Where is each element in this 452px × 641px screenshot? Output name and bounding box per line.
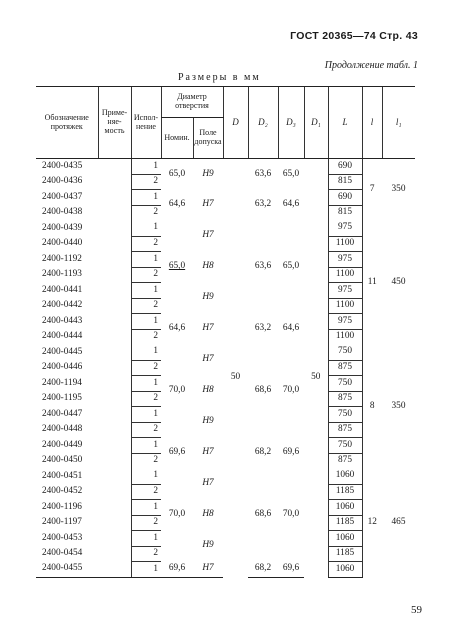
tolerance-cell: H9 <box>202 168 214 179</box>
col-D: D <box>223 87 248 159</box>
D2-cell: 68,2 <box>248 562 278 578</box>
ispolnenie-cell: 2 <box>131 422 161 438</box>
ispolnenie-cell: 2 <box>131 391 161 407</box>
designation-cell: 2400-0444 <box>42 331 83 342</box>
primenyaemost-cell <box>98 314 131 330</box>
designation-cell: 2400-0452 <box>42 486 83 497</box>
col-tolerance: Поле допуска <box>193 118 223 159</box>
L-cell: 1100 <box>328 236 362 252</box>
l-cell: 8 <box>369 400 375 411</box>
designation-cell: 2400-0445 <box>42 346 83 357</box>
l1-cell: 350 <box>391 184 406 195</box>
ispolnenie-cell: 2 <box>131 236 161 252</box>
tolerance-cell: H9 <box>202 292 214 303</box>
nominal-diameter-cell: 69,6 <box>161 562 193 578</box>
D2-cell: 68,6 <box>254 509 272 520</box>
nominal-diameter-cell: 70,0 <box>168 509 186 520</box>
designation-cell: 2400-0439 <box>42 222 83 233</box>
L-cell: 875 <box>328 360 362 376</box>
designation-cell: 2400-0446 <box>42 362 83 373</box>
L-cell: 1185 <box>328 515 362 531</box>
ispolnenie-cell: 2 <box>153 207 158 218</box>
designation-cell: 2400-0438 <box>42 207 83 218</box>
nominal-diameter-cell: 64,6 <box>168 323 186 334</box>
designation-cell: 2400-1194 <box>42 377 82 388</box>
designation-cell: 2400-0440 <box>42 238 83 249</box>
primenyaemost-cell <box>98 546 131 562</box>
L-cell: 1100 <box>328 267 362 283</box>
primenyaemost-cell <box>98 469 131 485</box>
L-cell: 875 <box>328 391 362 407</box>
primenyaemost-cell <box>98 329 131 345</box>
tolerance-cell: H7 <box>202 199 214 210</box>
l-cell: 11 <box>367 276 377 287</box>
col-primenyaemost: Приме-няе-мость <box>98 87 131 159</box>
primenyaemost-cell <box>98 345 131 361</box>
ispolnenie-cell: 2 <box>153 455 158 466</box>
l-cell: 7 <box>369 184 375 195</box>
D3-cell: 69,6 <box>282 447 300 458</box>
L-cell: 1060 <box>328 469 362 485</box>
tolerance-cell: H7 <box>202 230 214 241</box>
tolerance-cell: H7 <box>202 447 214 458</box>
primenyaemost-cell <box>98 190 131 206</box>
sizes-caption: Размеры в мм <box>178 72 261 83</box>
primenyaemost-cell <box>98 205 131 221</box>
L-cell: 750 <box>328 376 362 392</box>
col-D2: D₂ <box>248 87 278 159</box>
ispolnenie-cell: 2 <box>131 484 161 500</box>
l1-cell: 350 <box>391 400 406 411</box>
col-hole-diameter: Диаметр отверстия <box>161 87 223 118</box>
nominal-diameter-value: 65,0 <box>168 261 186 272</box>
designation-cell: 2400-1197 <box>42 517 82 528</box>
primenyaemost-cell <box>98 267 131 283</box>
nominal-diameter-cell <box>161 221 193 314</box>
L-cell: 1185 <box>328 484 362 500</box>
ispolnenie-cell: 2 <box>131 546 161 562</box>
D2-cell: 68,6 <box>254 385 272 396</box>
tolerance-cell: H9 <box>202 540 214 551</box>
primenyaemost-cell <box>98 531 131 547</box>
D3-cell: 64,6 <box>282 199 300 210</box>
D3-cell: 65,0 <box>282 261 300 272</box>
L-cell: 975 <box>328 252 362 268</box>
col-D3: D₃ <box>278 87 304 159</box>
tolerance-cell: H7 <box>193 562 223 578</box>
L-cell: 815 <box>328 205 362 221</box>
designation-cell: 2400-0435 <box>42 160 83 171</box>
L-cell: 975 <box>328 221 362 237</box>
designation-cell: 2400-0441 <box>42 284 83 295</box>
tolerance-cell: H7 <box>202 478 214 489</box>
primenyaemost-cell <box>98 407 131 423</box>
primenyaemost-cell <box>98 391 131 407</box>
designation-cell: 2400-0455 <box>36 562 98 578</box>
ispolnenie-cell: 1 <box>131 221 161 237</box>
primenyaemost-cell <box>98 562 131 578</box>
l1-cell: 450 <box>391 276 406 287</box>
ispolnenie-cell: 2 <box>131 360 161 376</box>
ispolnenie-cell: 1 <box>131 190 161 206</box>
col-D1: D₁ <box>304 87 328 159</box>
designation-cell: 2400-0447 <box>42 408 83 419</box>
col-l1: l₁ <box>382 87 415 159</box>
L-cell: 750 <box>328 407 362 423</box>
designation-cell: 2400-0450 <box>42 455 83 466</box>
nominal-diameter-cell: 69,6 <box>168 447 186 458</box>
tolerance-cell: H7 <box>202 354 214 365</box>
designation-cell: 2400-0449 <box>42 439 83 450</box>
primenyaemost-cell <box>98 283 131 299</box>
nominal-diameter-cell: 70,0 <box>168 385 186 396</box>
D3-cell: 70,0 <box>282 385 300 396</box>
designation-cell: 2400-0443 <box>42 315 83 326</box>
primenyaemost-cell <box>98 360 131 376</box>
L-cell: 1185 <box>328 546 362 562</box>
col-ispolnenie: Испол-нение <box>131 87 161 159</box>
L-cell: 750 <box>328 438 362 454</box>
L-cell: 690 <box>328 190 362 206</box>
L-cell: 975 <box>328 314 362 330</box>
D2-cell: 63,2 <box>254 199 272 210</box>
designation-cell: 2400-1195 <box>42 393 82 404</box>
tolerance-cell: H7 <box>202 323 214 334</box>
D1-cell: 50 <box>311 372 321 383</box>
L-cell: 875 <box>328 422 362 438</box>
designation-cell: 2400-1192 <box>42 253 82 264</box>
ispolnenie-cell: 1 <box>131 531 161 547</box>
page-number: 59 <box>411 604 422 616</box>
broach-table <box>36 86 415 578</box>
D2-cell: 63,6 <box>254 168 272 179</box>
ispolnenie-cell: 2 <box>131 267 161 283</box>
primenyaemost-cell <box>98 438 131 454</box>
ispolnenie-cell: 1 <box>131 500 161 516</box>
designation-cell: 2400-0437 <box>42 191 83 202</box>
primenyaemost-cell <box>98 515 131 531</box>
L-cell: 1060 <box>328 531 362 547</box>
designation-cell: 2400-0451 <box>42 470 83 481</box>
designation-cell: 2400-0436 <box>42 176 83 187</box>
ispolnenie-cell: 1 <box>131 283 161 299</box>
designation-cell: 2400-0448 <box>42 424 83 435</box>
primenyaemost-cell <box>98 159 131 175</box>
ispolnenie-cell: 2 <box>153 331 158 342</box>
L-cell: 750 <box>328 345 362 361</box>
table-body <box>36 159 415 578</box>
designation-cell: 2400-1193 <box>42 269 82 280</box>
l1-cell: 465 <box>391 517 406 528</box>
D3-cell: 65,0 <box>282 168 300 179</box>
ispolnenie-cell: 1 <box>131 314 161 330</box>
nominal-diameter-cell: 65,0 <box>168 168 186 179</box>
D3-cell: 69,6 <box>278 562 304 578</box>
primenyaemost-cell <box>98 376 131 392</box>
table-continuation-note: Продолжение табл. 1 <box>324 60 418 71</box>
ispolnenie-cell: 1 <box>131 438 161 454</box>
primenyaemost-cell <box>98 484 131 500</box>
ispolnenie-cell: 1 <box>131 562 161 578</box>
D2-cell: 63,2 <box>254 323 272 334</box>
L-cell: 875 <box>328 453 362 469</box>
designation-cell: 2400-1196 <box>42 501 82 512</box>
ispolnenie-cell: 2 <box>131 298 161 314</box>
ispolnenie-cell: 1 <box>131 159 161 175</box>
L-cell: 1100 <box>328 298 362 314</box>
D3-cell: 70,0 <box>282 509 300 520</box>
ispolnenie-cell: 2 <box>131 515 161 531</box>
L-cell: 1060 <box>328 562 362 578</box>
nominal-diameter-cell: 64,6 <box>168 199 186 210</box>
D3-cell: 64,6 <box>282 323 300 334</box>
tolerance-cell: H8 <box>202 385 214 396</box>
page-header: ГОСТ 20365—74 Стр. 43 <box>290 30 418 42</box>
L-cell: 690 <box>328 159 362 175</box>
L-cell: 815 <box>328 174 362 190</box>
ispolnenie-cell: 1 <box>131 376 161 392</box>
designation-cell: 2400-0453 <box>42 532 83 543</box>
D2-cell: 63,6 <box>254 261 272 272</box>
D-cell: 50 <box>230 372 241 383</box>
col-l: l <box>362 87 382 159</box>
L-cell: 975 <box>328 283 362 299</box>
primenyaemost-cell <box>98 252 131 268</box>
primenyaemost-cell <box>98 453 131 469</box>
col-designation: Обозначение протяжек <box>36 87 98 159</box>
primenyaemost-cell <box>98 221 131 237</box>
designation-cell: 2400-0454 <box>42 548 83 559</box>
table-row <box>36 159 415 175</box>
primenyaemost-cell <box>98 500 131 516</box>
col-L: L <box>328 87 362 159</box>
primenyaemost-cell <box>98 422 131 438</box>
tolerance-cell: H9 <box>202 416 214 427</box>
primenyaemost-cell <box>98 174 131 190</box>
primenyaemost-cell <box>98 236 131 252</box>
tolerance-cell: H8 <box>202 509 214 520</box>
primenyaemost-cell <box>98 298 131 314</box>
l-cell: 12 <box>367 517 377 528</box>
ispolnenie-cell: 2 <box>131 174 161 190</box>
ispolnenie-cell: 1 <box>131 345 161 361</box>
D2-cell: 68,2 <box>254 447 272 458</box>
ispolnenie-cell: 1 <box>131 407 161 423</box>
tolerance-cell: H8 <box>202 261 214 272</box>
ispolnenie-cell: 1 <box>131 252 161 268</box>
ispolnenie-cell: 1 <box>131 469 161 485</box>
designation-cell: 2400-0442 <box>42 300 83 311</box>
L-cell: 1100 <box>328 329 362 345</box>
col-nominal: Номин. <box>161 118 193 159</box>
L-cell: 1060 <box>328 500 362 516</box>
